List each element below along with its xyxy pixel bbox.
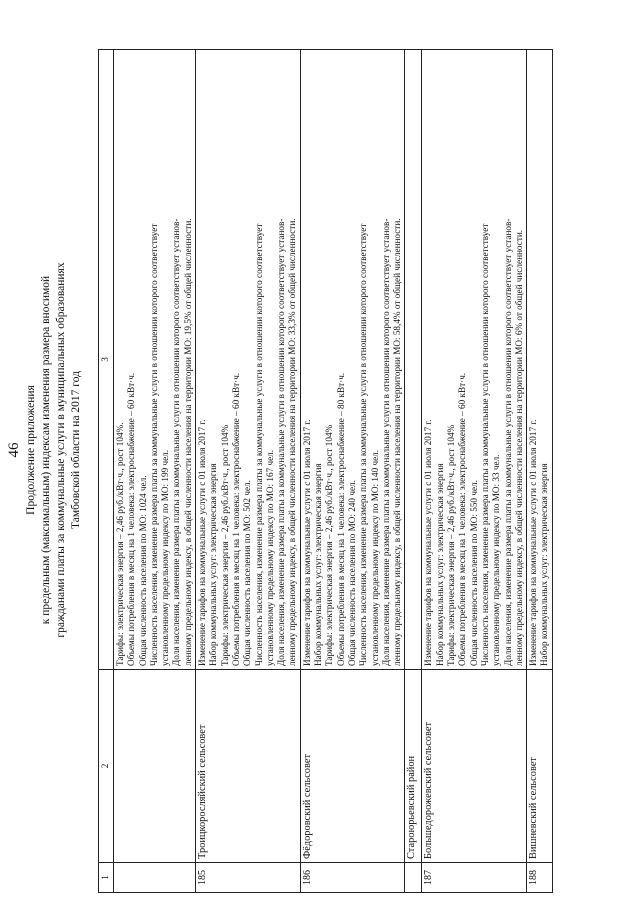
municipality-name: Вишневский сельсовет bbox=[527, 670, 553, 863]
tariff-description bbox=[300, 50, 405, 670]
header-line: Тамбовской области на 2017 год bbox=[70, 371, 82, 529]
region-name: Староюрьевский район bbox=[405, 670, 422, 863]
table-row bbox=[196, 50, 301, 893]
description-line: установленному предельному индексу по МО: 199 чел. bbox=[160, 449, 171, 666]
description-line: Набор коммунальных услуг: электрическая энергия bbox=[434, 463, 445, 666]
description-line: Объемы потребления в месяц на 1 человека: электроснабжение – 60 кВт·ч. bbox=[126, 372, 137, 666]
description-line: Доля населения, изменение размера платы за коммунальные услуги в отношении которого соответствует установ- bbox=[171, 218, 182, 666]
column-header: 2 bbox=[99, 670, 114, 863]
description-line: Тарифы: электрическая энергия – 2,46 руб./кВт·ч., рост 104% bbox=[324, 424, 335, 666]
municipality-name bbox=[114, 670, 196, 863]
description-line: Изменение тарифов на коммунальные услуги с 01 июля 2017 г. bbox=[423, 419, 434, 666]
description-line: Общая численность населения по МО: 550 чел. bbox=[468, 480, 479, 666]
row-number: 185 bbox=[196, 863, 301, 893]
description-line: Объемы потребления в месяц на 1 человека: электроснабжение – 80 кВт·ч. bbox=[335, 372, 346, 666]
description-line: Тарифы: электрическая энергия – 2,46 руб./кВт·ч., рост 104% bbox=[219, 424, 230, 666]
table-header-row bbox=[99, 50, 114, 893]
description-line: Общая численность населения по МО: 502 чел. bbox=[242, 480, 253, 666]
tariff-description bbox=[114, 50, 196, 670]
description-line: Изменение тарифов на коммунальные услуги с 01 июля 2017 г. bbox=[197, 419, 208, 666]
description-line: Доля населения, изменение размера платы за коммунальные услуги в отношении которого соответствует установ- bbox=[380, 218, 391, 666]
description-line: ленному предельному индексу, в общей численности населения на территории МО: 33,3% от общей численности. bbox=[287, 218, 298, 666]
description-line: Набор коммунальных услуг: электрическая энергия bbox=[208, 463, 219, 666]
description-line: Набор коммунальных услуг: электрическая энергия bbox=[313, 463, 324, 666]
description-line: Численность населения, изменение размера платы за коммунальные услуги в отношении которого соответствует bbox=[148, 223, 159, 666]
description-line: ленному предельному индексу, в общей численности населения на территории МО: 19,5% от общей численности. bbox=[182, 218, 193, 666]
indices-table bbox=[98, 49, 553, 893]
header-line: к предельным (максимальным) индексам изменения размера вносимой bbox=[40, 275, 52, 625]
municipality-name: Троицкоросляйский сельсовет bbox=[196, 670, 301, 863]
row-number bbox=[114, 863, 196, 893]
description-line: Изменение тарифов на коммунальные услуги с 01 июля 2017 г. bbox=[528, 419, 539, 666]
region-row bbox=[405, 50, 422, 893]
description-line: Доля населения, изменение размера платы за коммунальные услуги в отношении которого соответствует установ- bbox=[276, 218, 287, 666]
description-line: Общая численность населения по МО: 240 чел. bbox=[346, 480, 357, 666]
table-row bbox=[114, 50, 196, 893]
tariff-description bbox=[196, 50, 301, 670]
description-line: Численность населения, изменение размера платы за коммунальные услуги в отношении которого соответствует bbox=[358, 223, 369, 666]
description-line: Объемы потребления в месяц на 1 человека: электроснабжение – 60 кВт·ч. bbox=[457, 372, 468, 666]
appendix-header bbox=[24, 145, 84, 755]
description-line: Численность населения, изменение размера платы за коммунальные услуги в отношении которого соответствует bbox=[479, 223, 490, 666]
header-line: Продолжение приложения bbox=[25, 385, 37, 515]
description-line: Тарифы: электрическая энергия – 2,46 руб./кВт·ч., рост 104% bbox=[446, 424, 457, 666]
table-row bbox=[300, 50, 405, 893]
table-row bbox=[422, 50, 527, 893]
description-line: Доля населения, изменение размера платы за коммунальные услуги в отношении которого соответствует установ- bbox=[502, 218, 513, 666]
region-section bbox=[405, 50, 422, 893]
municipality-name: Фёдоровский сельсовет bbox=[300, 670, 405, 863]
row-number: 186 bbox=[300, 863, 405, 893]
description-line: установленному предельному индексу по МО: 33 чел. bbox=[491, 454, 502, 666]
header-line: гражданами платы за коммунальные услуги в муниципальных образованиях bbox=[55, 262, 67, 638]
table-body-region bbox=[422, 50, 552, 893]
description-line: установленному предельному индексу по МО: 140 чел. bbox=[369, 449, 380, 666]
description-line: ленному предельному индексу, в общей численности населения на территории МО: 58,4% от общей численности. bbox=[392, 218, 403, 666]
table-body bbox=[114, 50, 405, 893]
description-line: Объемы потребления в месяц на 1 человека: электроснабжение – 60 кВт·ч. bbox=[230, 372, 241, 666]
description-line: Тарифы: электрическая энергия – 2,46 руб./кВт·ч., рост 104%. bbox=[115, 422, 125, 666]
description-line: Общая численность населения по МО: 1024 чел. bbox=[137, 475, 148, 666]
tariff-description bbox=[422, 50, 527, 670]
tariff-description bbox=[527, 50, 553, 670]
column-header: 1 bbox=[99, 863, 114, 893]
description-line: Изменение тарифов на коммунальные услуги с 01 июля 2017 г. bbox=[301, 419, 312, 666]
region-empty-cell bbox=[405, 50, 422, 670]
description-line: установленному предельному индексу по МО: 167 чел. bbox=[264, 449, 275, 666]
description-line: Численность населения, изменение размера платы за коммунальные услуги в отношении которого соответствует bbox=[253, 223, 264, 666]
table-row bbox=[527, 50, 553, 893]
description-line: Набор коммунальных услуг: электрическая энергия bbox=[539, 463, 550, 666]
region-num-cell bbox=[405, 863, 422, 893]
column-header: 3 bbox=[99, 50, 114, 670]
page-number: 46 bbox=[6, 442, 22, 458]
description-line: ленному предельному индексу, в общей численности населения на территории МО: 6% от общей численности. bbox=[513, 229, 524, 666]
row-number: 187 bbox=[422, 863, 527, 893]
row-number: 188 bbox=[527, 863, 553, 893]
municipality-name: Большедорожевский сельсовет bbox=[422, 670, 527, 863]
